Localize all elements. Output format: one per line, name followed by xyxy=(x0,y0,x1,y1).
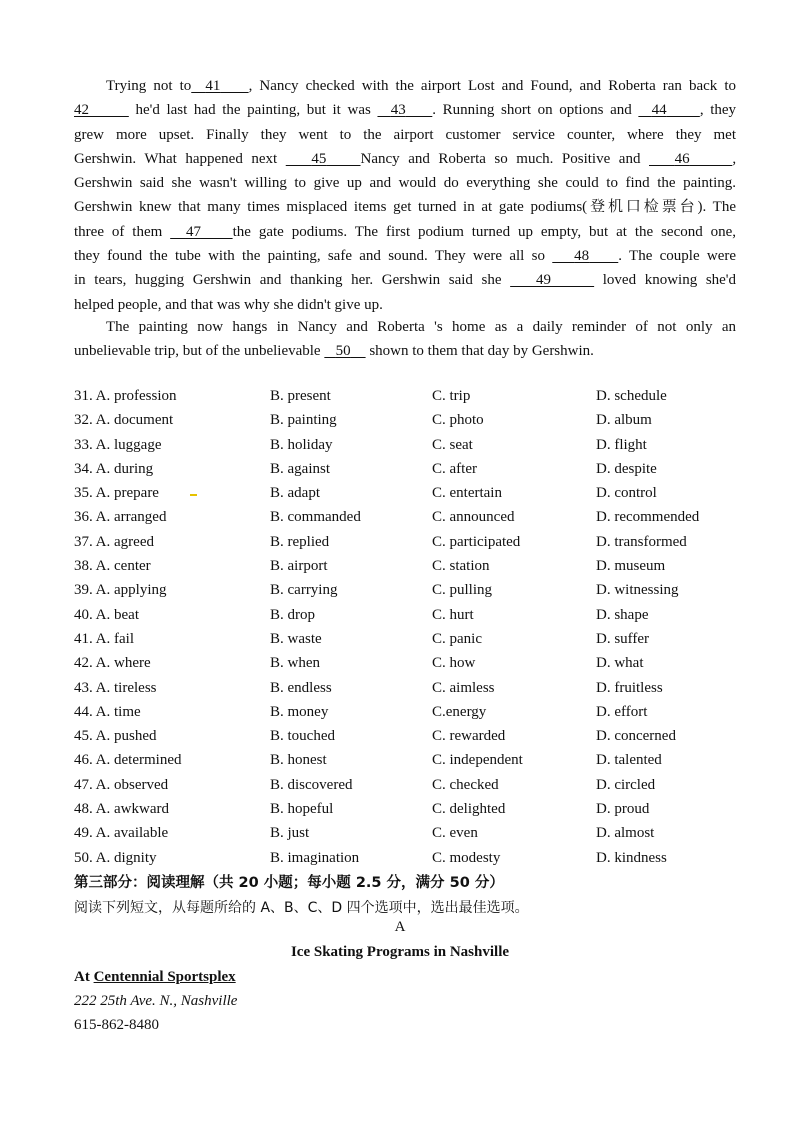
option-c: C. participated xyxy=(432,533,521,550)
blank-44: 44 xyxy=(651,102,667,119)
option-b: B. hopeful xyxy=(270,801,334,818)
option-c: C. modesty xyxy=(432,849,501,866)
blank-41: 41 xyxy=(205,78,221,94)
option-b: B. touched xyxy=(270,728,335,745)
blank-46: 46 xyxy=(674,150,690,167)
option-a: 48. A. awkward xyxy=(74,801,169,818)
text-line: unbelievable trip, but of the unbelievable 50 shown to them that day by Gershwin. xyxy=(74,343,594,360)
option-a: 44. A. time xyxy=(74,703,141,720)
option-d: D. album xyxy=(596,412,652,429)
option-a: 46. A. determined xyxy=(74,752,182,769)
section-title: 第三部分：阅读理解（共 20 小题；每小题 2.5 分，满分 50 分） xyxy=(74,875,504,891)
option-d: D. schedule xyxy=(596,388,667,404)
option-b: B. drop xyxy=(270,606,315,623)
yellow-mark xyxy=(190,494,197,496)
option-d: D. recommended xyxy=(596,509,700,526)
question-row xyxy=(74,627,754,651)
option-b: B. endless xyxy=(270,679,332,696)
option-c: C. trip xyxy=(432,388,471,404)
text-line: Trying not to 41 , Nancy checked with the airport Lost and Found, and Roberta ran back to xyxy=(106,78,737,94)
option-d: D. shape xyxy=(596,606,649,623)
blank-45: 45 xyxy=(311,150,327,167)
question-row xyxy=(74,481,754,505)
question-row xyxy=(74,433,754,457)
cloze-paragraph-1 xyxy=(74,74,736,317)
option-b: B. present xyxy=(270,388,331,404)
cloze-paragraph-2 xyxy=(74,315,736,364)
option-d: D. witnessing xyxy=(596,582,679,599)
option-a: 50. A. dignity xyxy=(74,849,157,866)
option-b: B. painting xyxy=(270,412,337,429)
option-c: C. panic xyxy=(432,630,482,647)
venue-name: Centennial Sportsplex xyxy=(93,969,236,985)
option-d: D. concerned xyxy=(596,728,676,745)
option-d: D. talented xyxy=(596,752,662,769)
question-row xyxy=(74,724,754,748)
question-row xyxy=(74,748,754,772)
option-b: B. adapt xyxy=(270,485,320,502)
option-a: 33. A. luggage xyxy=(74,436,162,453)
option-b: B. holiday xyxy=(270,436,333,453)
option-b: B. money xyxy=(270,703,329,720)
text-line: in tears, hugging Gershwin and thanking her. Gershwin said she 49 loved knowing she'd xyxy=(74,272,737,289)
option-d: D. museum xyxy=(596,558,666,575)
option-c: C. delighted xyxy=(432,801,506,818)
option-d: D. circled xyxy=(596,776,656,793)
question-row xyxy=(74,700,754,724)
option-a: 41. A. fail xyxy=(74,630,134,647)
option-a: 31. A. profession xyxy=(74,388,177,404)
text-line: three of them 47 the gate podiums. The first podium turned up empty, but at the second one, xyxy=(74,223,737,240)
option-a: 40. A. beat xyxy=(74,606,139,623)
option-c: C. hurt xyxy=(432,606,474,623)
option-c: C. entertain xyxy=(432,485,502,502)
venue-prefix: At xyxy=(74,969,90,985)
text-line: grew more upset. Finally they went to the airport customer service counter, where they met xyxy=(74,126,736,143)
blank-50: 50 xyxy=(335,343,351,360)
option-b: B. imagination xyxy=(270,849,360,866)
option-d: D. transformed xyxy=(596,533,687,550)
option-d: D. suffer xyxy=(596,630,650,647)
venue-line xyxy=(74,969,236,986)
option-b: B. airport xyxy=(270,558,328,575)
option-a: 35. A. prepare xyxy=(74,485,159,502)
text-line: Gershwin said she wasn't willing to give up and would do everything she could to find the painting. xyxy=(74,175,736,192)
option-a: 32. A. document xyxy=(74,412,174,429)
option-d: D. control xyxy=(596,485,657,502)
option-d: D. what xyxy=(596,655,644,672)
question-row xyxy=(74,578,754,602)
option-b: B. replied xyxy=(270,533,330,550)
option-a: 47. A. observed xyxy=(74,776,169,793)
option-c: C. independent xyxy=(432,752,523,769)
option-c: C. how xyxy=(432,655,476,672)
blank-49: 49 xyxy=(536,272,552,289)
option-a: 39. A. applying xyxy=(74,582,167,599)
option-d: D. kindness xyxy=(596,849,667,866)
text-line: helped people, and that was why she didn't give up. xyxy=(74,296,383,313)
option-a: 42. A. where xyxy=(74,655,151,672)
option-a: 34. A. during xyxy=(74,460,154,477)
venue-address: 222 25th Ave. N., Nashville xyxy=(74,993,238,1009)
option-b: B. carrying xyxy=(270,582,338,599)
option-b: B. commanded xyxy=(270,509,361,526)
option-d: D. flight xyxy=(596,436,647,453)
option-b: B. discovered xyxy=(270,776,353,793)
option-c: C. after xyxy=(432,460,477,477)
option-d: D. despite xyxy=(596,460,657,477)
option-d: D. almost xyxy=(596,825,655,842)
option-c: C. checked xyxy=(432,776,499,793)
section-instruction: 阅读下列短文，从每题所给的 A、B、C、D 四个选项中，选出最佳选项。 xyxy=(74,900,529,916)
option-c: C. pulling xyxy=(432,582,493,599)
passage-title: Ice Skating Programs in Nashville xyxy=(290,944,510,960)
blank-48: 48 xyxy=(574,248,590,265)
text-line: The painting now hangs in Nancy and Roberta 's home as a daily reminder of not only an xyxy=(106,319,736,335)
option-d: D. fruitless xyxy=(596,679,663,696)
option-d: D. proud xyxy=(596,801,650,818)
option-c: C. photo xyxy=(432,412,484,429)
text-line: Gershwin knew that many times misplaced items get turned in at gate podiums(登机口检票台). The xyxy=(74,199,736,216)
blank-43: 43 xyxy=(390,102,406,119)
option-a: 45. A. pushed xyxy=(74,728,157,745)
passage-letter: A xyxy=(394,919,406,935)
option-d: D. effort xyxy=(596,703,648,720)
question-row xyxy=(74,773,754,797)
question-row xyxy=(74,651,754,675)
option-a: 38. A. center xyxy=(74,558,151,575)
question-row xyxy=(74,603,754,627)
option-c: C. aimless xyxy=(432,679,495,696)
option-a: 49. A. available xyxy=(74,825,169,842)
question-row xyxy=(74,676,754,700)
text-line: 42 he'd last had the painting, but it was 43 . Running short on options and 44 , they xyxy=(74,102,737,119)
question-row xyxy=(74,457,754,481)
question-row xyxy=(74,408,754,432)
option-c: C. rewarded xyxy=(432,728,506,745)
answer-options xyxy=(74,384,754,870)
question-row xyxy=(74,797,754,821)
option-b: B. just xyxy=(270,825,310,842)
option-c: C. seat xyxy=(432,436,473,453)
question-row xyxy=(74,530,754,554)
option-b: B. honest xyxy=(270,752,327,769)
option-c: C. announced xyxy=(432,509,515,526)
option-a: 43. A. tireless xyxy=(74,679,157,696)
question-row xyxy=(74,384,754,408)
option-b: B. against xyxy=(270,460,330,477)
option-c: C. station xyxy=(432,558,490,575)
option-c: C. even xyxy=(432,825,478,842)
option-a: 36. A. arranged xyxy=(74,509,167,526)
option-b: B. when xyxy=(270,655,320,672)
text-line: Gershwin. What happened next 45 Nancy and Roberta so much. Positive and 46 , xyxy=(74,150,737,167)
question-row xyxy=(74,846,754,870)
option-a: 37. A. agreed xyxy=(74,533,154,550)
question-row xyxy=(74,505,754,529)
option-c: C.energy xyxy=(432,703,487,720)
question-row xyxy=(74,554,754,578)
blank-47: 47 xyxy=(185,223,201,240)
question-row xyxy=(74,821,754,845)
option-b: B. waste xyxy=(270,630,322,647)
venue-phone: 615-862-8480 xyxy=(74,1017,159,1033)
blank-42: 42 xyxy=(74,102,89,119)
text-line: they found the tube with the painting, safe and sound. They were all so 48 . The couple were xyxy=(74,248,737,265)
